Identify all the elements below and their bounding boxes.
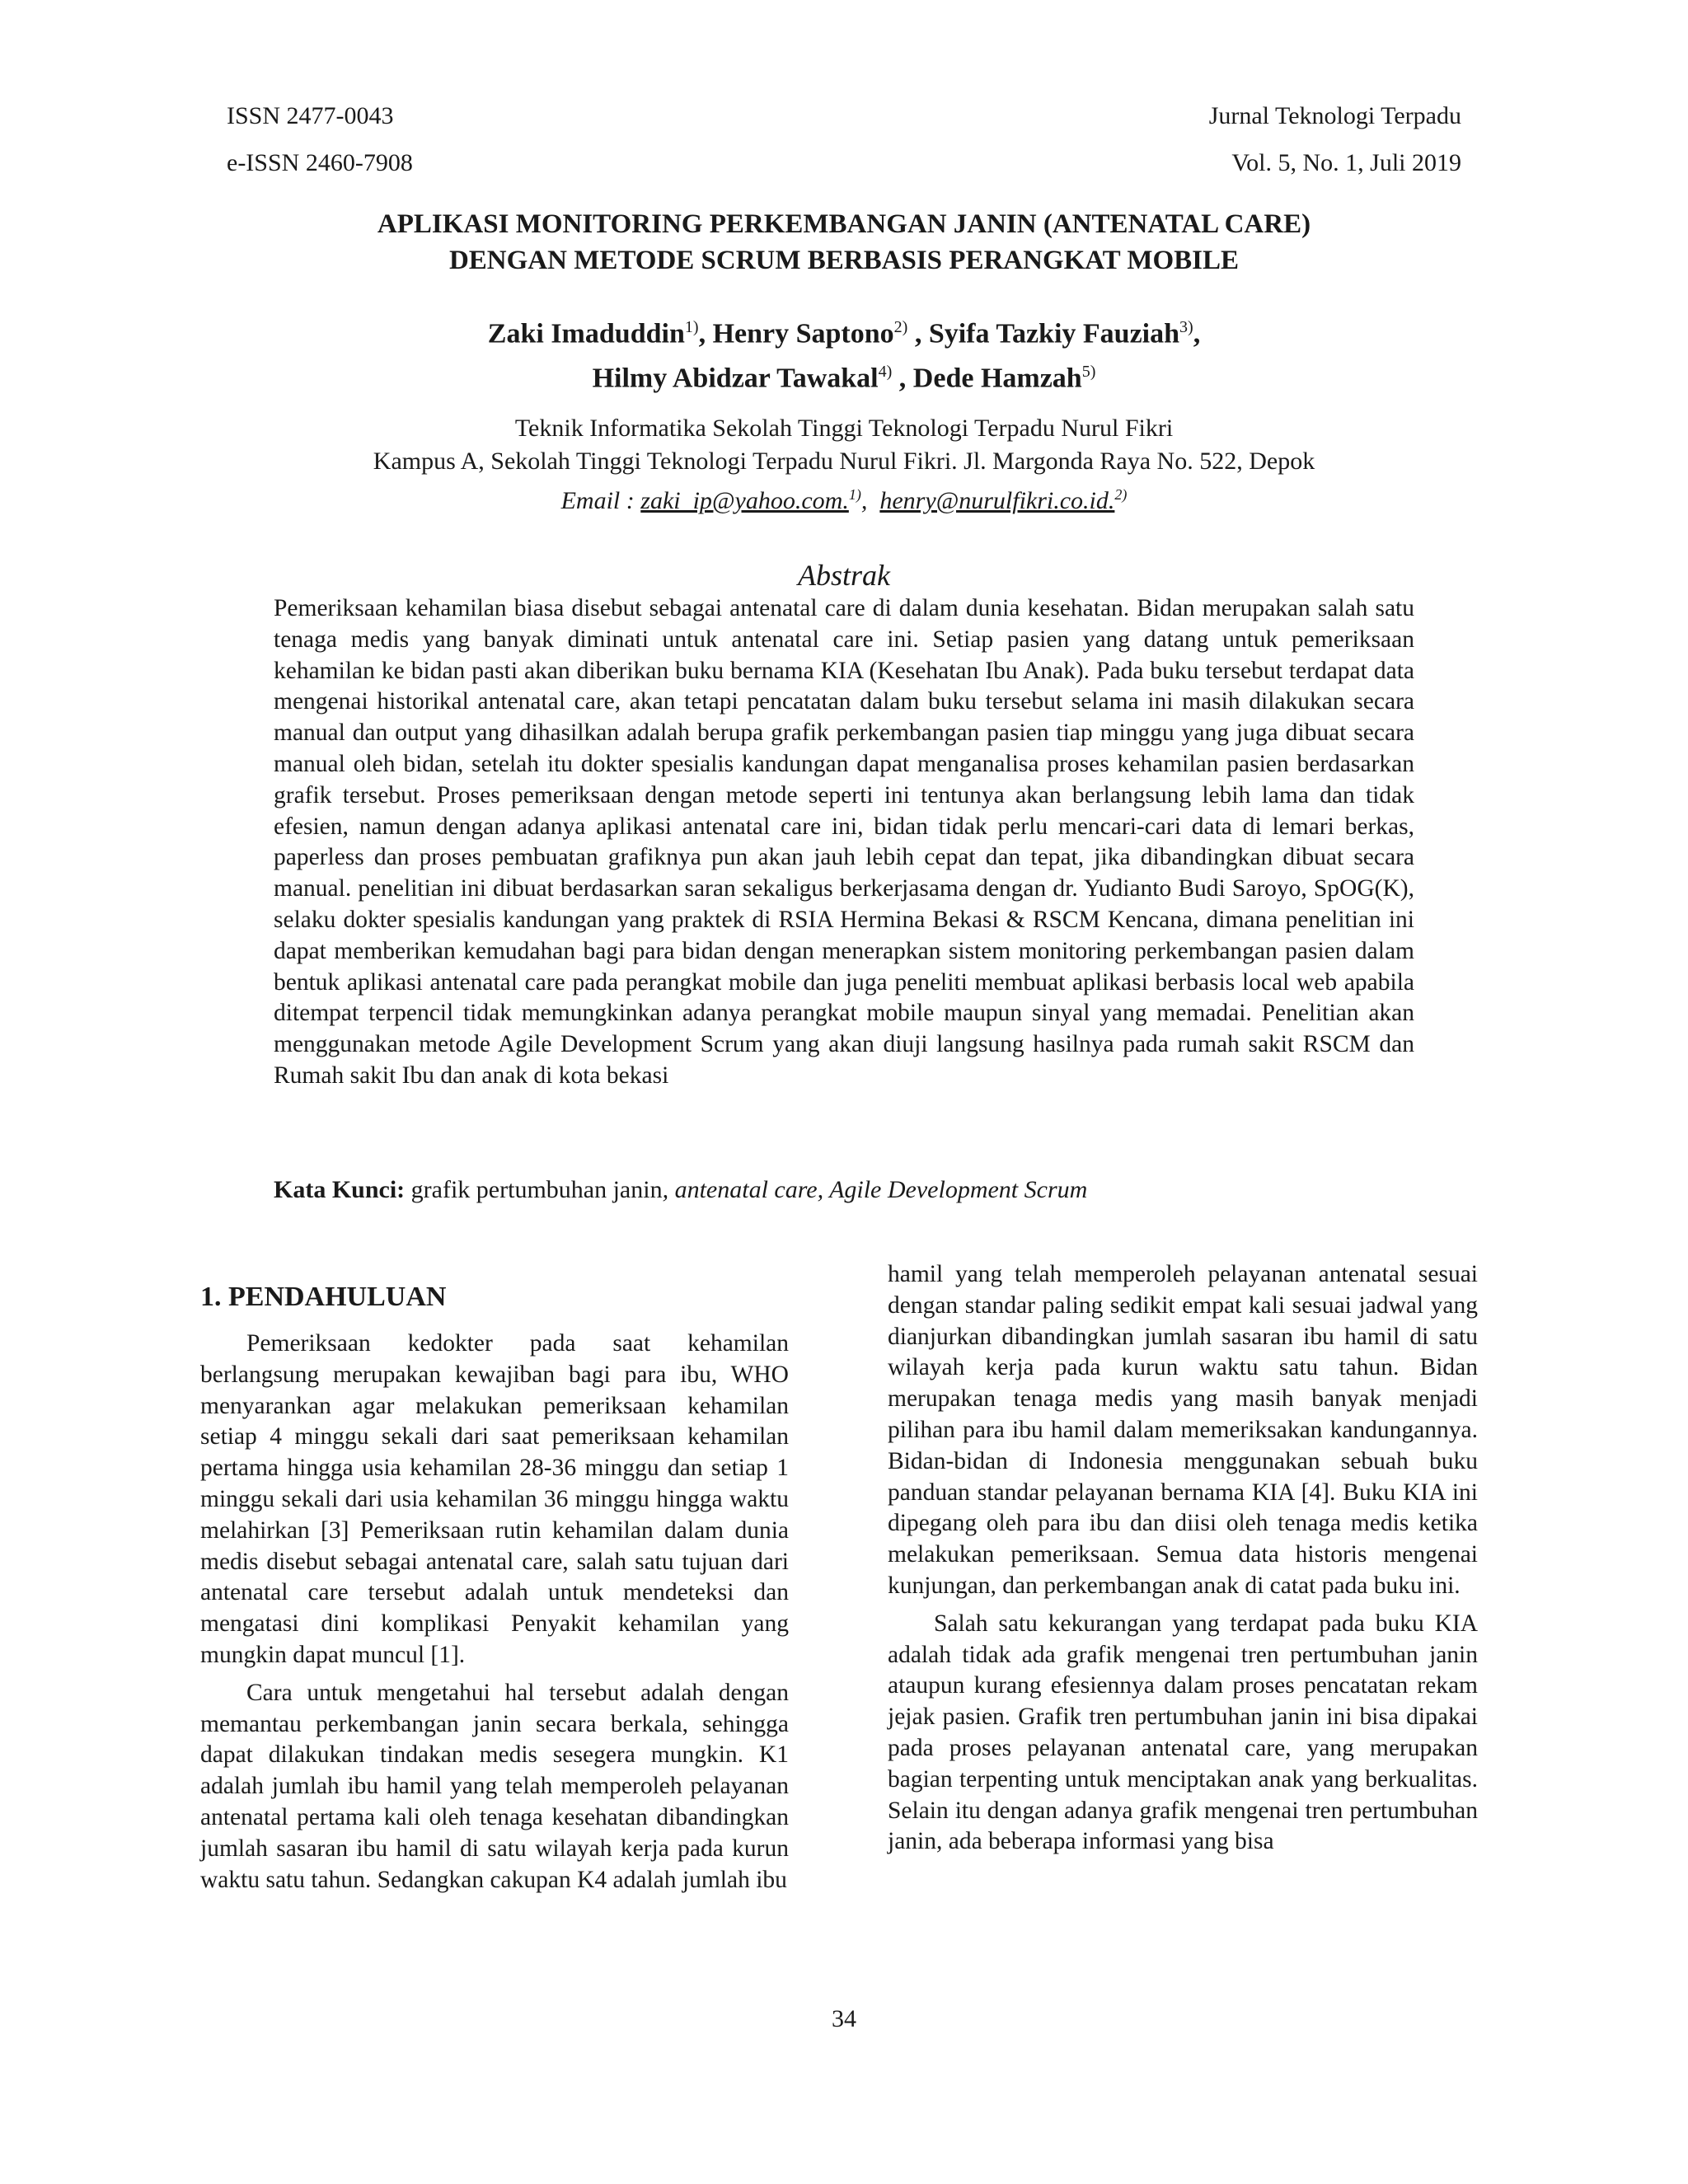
author-superscript: 2) bbox=[893, 318, 908, 336]
keywords-label: Kata Kunci: bbox=[274, 1176, 406, 1203]
body-paragraph: Salah satu kekurangan yang terdapat pada buku KIA adalah tidak ada grafik mengenai tren pertumbuhan janin ataupun kurang efesiennya dalam proses pencatatan rekam jejak pasien. Grafik tren pertumbuhan janin ini bisa dipakai pada proses pelayanan antenatal care, yang merupakan bagian terpenting untuk menciptakan anak yang berkualitas. Selain itu dengan adanya grafik mengenai tren pertumbuhan janin, ada beberapa informasi yang bisa bbox=[888, 1610, 1478, 1855]
abstract-heading: Abstrak bbox=[798, 559, 890, 592]
body-paragraph: Pemeriksaan kedokter pada saat kehamilan berlangsung merupakan kewajiban bagi para ibu, WHO menyarankan agar melakukan pemeriksaan kehamilan setiap 4 minggu sekali dari saat pemeriksaan kehamilan pertama hingga usia kehamilan 28-36 minggu dan setiap 1 minggu sekali dari usia kehamilan 36 minggu hingga waktu melahirkan [3] Pemeriksaan rutin kehamilan dalam dunia medis disebut sebagai antenatal care, salah satu tujuan dari antenatal care tersebut adalah untuk mendeteksi dan mengatasi dini komplikasi Penyakit kehamilan yang mungkin dapat muncul [1]. bbox=[200, 1330, 789, 1668]
paper-title-line-2: DENGAN METODE SCRUM BERBASIS PERANGKAT MOBILE bbox=[448, 246, 1240, 275]
abstract-text: Pemeriksaan kehamilan biasa disebut sebagai antenatal care di dalam dunia kesehatan. Bidan merupakan salah satu tenaga medis yang banyak diminati untuk antenatal care ini. Setiap pasien yang datang untuk pemeriksaan kehamilan ke bidan pasti akan diberikan buku bernama KIA (Kesehatan Ibu Anak). Pada buku tersebut terdapat data mengenai historikal antenatal care, akan tetapi pencatatan dalam buku tersebut selama ini masih dilakukan secara manual dan output yang dihasilkan adalah berupa grafik perkembangan pasien tiap minggu yang juga dibuat secara manual oleh bidan, setelah itu dokter spesialis kandungan dapat menganalisa proses kehamilan pasien berdasarkan grafik tersebut. Proses pemeriksaan dengan metode seperti ini tentunya akan berlangsung lebih lama dan tidak efesien, namun dengan adanya aplikasi antenatal care ini, bidan tidak perlu mencari-cari data di lemari berkas, paperless dan proses pembuatan grafiknya pun akan jauh lebih cepat dan tepat, jika dibandingkan dibuat secara manual. penelitian ini dibuat berdasarkan saran sekaligus berkerjasama dengan dr. Yudianto Budi Saroyo, SpOG(K), selaku dokter spesialis kandungan yang praktek di RSIA Hermina Bekasi & RSCM Kencana, dimana penelitian ini dapat memberikan kemudahan bagi para bidan dengan menerapkan sistem monitoring perkembangan pasien dalam bentuk aplikasi antenatal care pada perangkat mobile dan juga peneliti membuat aplikasi berbasis local web apabila ditempat terpencil tidak memungkinkan adanya perangkat mobile maupun sinyal yang memadai. Penelitian akan menggunakan metode Agile Development Scrum yang akan diuji langsung hasilnya pada rumah sakit RSCM dan Rumah sakit Ibu dan anak di kota bekasi bbox=[274, 595, 1414, 1089]
email-link-1[interactable]: zaki_ip@yahoo.com. bbox=[640, 487, 849, 514]
journal-name: Jurnal Teknologi Terpadu bbox=[1208, 102, 1461, 129]
author-name: Henry Saptono bbox=[712, 318, 894, 349]
body-paragraph: Cara untuk mengetahui hal tersebut adalah dengan memantau perkembangan janin secara berkala, sehingga dapat dilakukan tindakan medis sesegera mungkin. K1 adalah jumlah ibu hamil yang telah memperoleh pelayanan antenatal pertama kali oleh tenaga kesehatan dibandingkan jumlah sasaran ibu hamil di satu wilayah kerja pada kurun waktu satu tahun. Sedangkan cakupan K4 adalah jumlah ibu bbox=[200, 1679, 789, 1893]
page-number: 34 bbox=[832, 2005, 856, 2032]
section-heading: 1. PENDAHULUAN bbox=[200, 1282, 447, 1312]
email-superscript: 1) bbox=[848, 486, 861, 503]
eissn-label: e-ISSN 2460-7908 bbox=[227, 149, 413, 176]
email-line: Email : zaki_ip@yahoo.com.$^{1)}$, henry@nurulfikri.co.id.$^{2)}$ bbox=[560, 486, 1128, 514]
left-column bbox=[200, 1279, 789, 1896]
paper-title-line-1: APLIKASI MONITORING PERKEMBANGAN JANIN (ANTENATAL CARE) bbox=[377, 209, 1311, 239]
keywords-normal: grafik pertumbuhan janin bbox=[405, 1176, 663, 1203]
author-line-1: Zaki Imaduddin$^{1)}$, Henry Saptono$^{2)}$ , Syifa Tazkiy Fauziah$^{3)}$, bbox=[487, 318, 1201, 349]
author-name: Dede Hamzah bbox=[912, 363, 1082, 394]
author-name: Hilmy Abidzar Tawakal bbox=[592, 363, 879, 394]
issn-label: ISSN 2477-0043 bbox=[227, 102, 394, 129]
keywords-italic: , antenatal care, Agile Development Scrum bbox=[662, 1176, 1088, 1203]
email-link-2[interactable]: henry@nurulfikri.co.id. bbox=[879, 487, 1115, 514]
journal-volume: Vol. 5, No. 1, Juli 2019 bbox=[1231, 149, 1461, 176]
author-superscript: 1) bbox=[684, 318, 699, 336]
keywords-line bbox=[274, 1174, 1414, 1207]
body-paragraph: hamil yang telah memperoleh pelayanan antenatal sesuai dengan standar paling sedikit empat kali sesuai jadwal yang dianjurkan dibandingkan jumlah sasaran ibu hamil di satu wilayah kerja pada kurun waktu satu tahun. Bidan merupakan tenaga medis yang masih banyak menjadi pilihan para ibu hamil dalam memeriksakan kandungannya. Bidan-bidan di Indonesia menggunakan sebuah buku panduan standar pelayanan bernama KIA [4]. Buku KIA ini dipegang oleh para ibu dan diisi oleh tenaga medis ketika melakukan pemeriksaan. Semua data historis mengenai kunjungan, dan perkembangan anak di catat pada buku ini. bbox=[888, 1261, 1478, 1599]
email-superscript: 2) bbox=[1114, 486, 1128, 503]
author-superscript: 3) bbox=[1179, 318, 1193, 336]
affiliation-line-2: Kampus A, Sekolah Tinggi Teknologi Terpadu Nurul Fikri. Jl. Margonda Raya No. 522, Depok bbox=[373, 448, 1315, 475]
email-label: Email : bbox=[560, 487, 641, 514]
paper-title bbox=[165, 206, 1523, 279]
author-list bbox=[165, 308, 1523, 398]
author-name: Syifa Tazkiy Fauziah bbox=[928, 318, 1180, 349]
affiliation-block bbox=[165, 412, 1523, 518]
author-name: Zaki Imaduddin bbox=[487, 318, 685, 349]
author-superscript: 4) bbox=[878, 363, 893, 382]
author-line-2: Hilmy Abidzar Tawakal$^{4)}$ , Dede Hamzah$^{5)}$ bbox=[592, 363, 1096, 394]
right-column bbox=[888, 1259, 1478, 1858]
author-superscript: 5) bbox=[1081, 363, 1096, 382]
affiliation-line-1: Teknik Informatika Sekolah Tinggi Teknologi Terpadu Nurul Fikri bbox=[514, 415, 1174, 442]
